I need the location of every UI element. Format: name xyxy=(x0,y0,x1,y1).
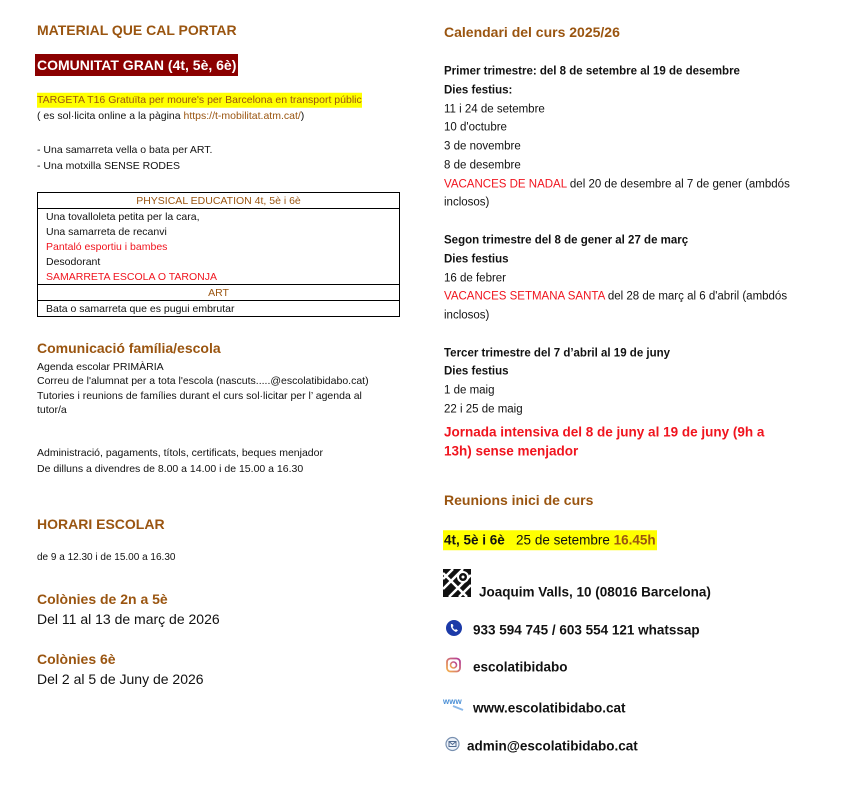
material-table xyxy=(37,192,400,317)
vacances-ss-text: del 28 de març al 6 d'abril (ambdós xyxy=(604,290,788,303)
comunicacio-line: Tutories i reunions de famílies durant el curs sol·licitar per l’ agenda al xyxy=(37,389,362,402)
pe-item: Desodorant xyxy=(38,254,400,269)
pe-item: Una samarreta de recanvi xyxy=(38,224,400,239)
vacances-ss-label: VACANCES SETMANA SANTA xyxy=(444,290,605,303)
website-link[interactable]: www.escolatibidabo.cat xyxy=(473,700,626,716)
vacances-nadal-text: del 20 de desembre al 7 de gener (ambdós xyxy=(566,178,790,191)
comunicacio-line: Agenda escolar PRIMÀRIA xyxy=(37,360,164,373)
colonies2-title: Colònies 6è xyxy=(37,651,116,667)
admin-hours: De dilluns a divendres de 8.00 a 14.00 i de 15.00 a 16.30 xyxy=(37,462,304,475)
solicita-suffix: ) xyxy=(300,109,305,122)
comunitat-banner: COMUNITAT GRAN (4t, 5è, 6è) xyxy=(35,54,238,76)
reunio-line xyxy=(443,530,657,550)
colonies1-date: Del 11 al 13 de març de 2026 xyxy=(37,611,220,627)
t1-day: 3 de novembre xyxy=(444,140,521,153)
t2-title: Segon trimestre del 8 de gener al 27 de març xyxy=(444,234,689,247)
solicita-line xyxy=(37,111,304,122)
web-icon xyxy=(443,696,467,712)
pe-item: Pantaló esportiu i bambes xyxy=(38,239,400,254)
horari-title: HORARI ESCOLAR xyxy=(37,516,165,532)
pe-item: Una tovalloleta petita per la cara, xyxy=(38,209,400,225)
t2-vacances xyxy=(444,291,787,303)
solicita-text: ( es sol·licita online a la pàgina xyxy=(37,109,184,122)
svg-text:www: www xyxy=(443,697,462,706)
t3-title: Tercer trimestre del 7 d’abril al 19 de juny xyxy=(444,347,671,360)
horari-text: de 9 a 12.30 i de 15.00 a 16.30 xyxy=(37,552,176,563)
t1-vacances xyxy=(444,179,790,191)
comunicacio-line: Correu de l'alumnat per a tota l'escola (nascuts.....@escolatibidabo.cat) xyxy=(37,374,369,387)
t3-day: 1 de maig xyxy=(444,384,495,397)
t1-festius: Dies festius: xyxy=(444,84,513,97)
phone-icon xyxy=(446,620,462,636)
reunio-time: 16.45h xyxy=(613,532,656,548)
t1-day: 10 d'octubre xyxy=(444,121,507,134)
item-samarreta: - Una samarreta vella o bata per ART. xyxy=(37,143,213,156)
art-item: Bata o samarreta que es pugui embrutar xyxy=(38,301,400,317)
t2-day: 16 de febrer xyxy=(444,272,507,285)
t2-festius: Dies festius xyxy=(444,253,509,266)
reunio-date: 25 de setembre xyxy=(504,532,614,548)
address: Joaquim Valls, 10 (08016 Barcelona) xyxy=(479,584,711,600)
admin-line: Administració, pagaments, títols, certificats, beques menjador xyxy=(37,446,323,459)
reunio-groups: 4t, 5è i 6è xyxy=(444,532,505,548)
t3-day: 22 i 25 de maig xyxy=(444,403,523,416)
pe-header: PHYSICAL EDUCATION 4t, 5è i 6è xyxy=(38,193,400,209)
t1-vacances-cont: inclosos) xyxy=(444,196,490,209)
material-title: MATERIAL QUE CAL PORTAR xyxy=(37,22,237,38)
t2-vacances-cont: inclosos) xyxy=(444,309,490,322)
targeta-t16: TARGETA T16 Gratuïta per moure's per Barcelona en transport públic xyxy=(37,93,362,106)
t1-day: 11 i 24 de setembre xyxy=(444,103,545,116)
calendar-title: Calendari del curs 2025/26 xyxy=(444,24,620,40)
pe-item: SAMARRETA ESCOLA O TARONJA xyxy=(38,269,400,285)
t1-title: Primer trimestre: del 8 de setembre al 19 de desembre xyxy=(444,65,740,78)
instagram-handle[interactable]: escolatibidabo xyxy=(473,659,568,675)
colonies1-title: Colònies de 2n a 5è xyxy=(37,591,168,607)
instagram-icon xyxy=(446,658,461,673)
item-motxilla: - Una motxilla SENSE RODES xyxy=(37,159,180,172)
comunicacio-title: Comunicació família/escola xyxy=(37,340,221,356)
t3-festius: Dies festius xyxy=(444,365,509,378)
email-icon xyxy=(445,737,460,752)
colonies2-date: Del 2 al 5 de Juny de 2026 xyxy=(37,671,204,687)
jornada-intensiva-cont: 13h) sense menjador xyxy=(444,443,579,459)
t1-day: 8 de desembre xyxy=(444,159,521,172)
comunicacio-line: tutor/a xyxy=(37,403,67,416)
art-header: ART xyxy=(38,285,400,301)
phone[interactable]: 933 594 745 / 603 554 121 whatssap xyxy=(473,622,700,638)
email-link[interactable]: admin@escolatibidabo.cat xyxy=(467,738,638,754)
t-mobilitat-link[interactable]: https://t-mobilitat.atm.cat/ xyxy=(183,109,301,122)
map-icon xyxy=(443,569,471,597)
vacances-nadal-label: VACANCES DE NADAL xyxy=(444,178,567,191)
reunions-title: Reunions inici de curs xyxy=(444,492,594,508)
jornada-intensiva: Jornada intensiva del 8 de juny al 19 de juny (9h a xyxy=(444,424,765,440)
